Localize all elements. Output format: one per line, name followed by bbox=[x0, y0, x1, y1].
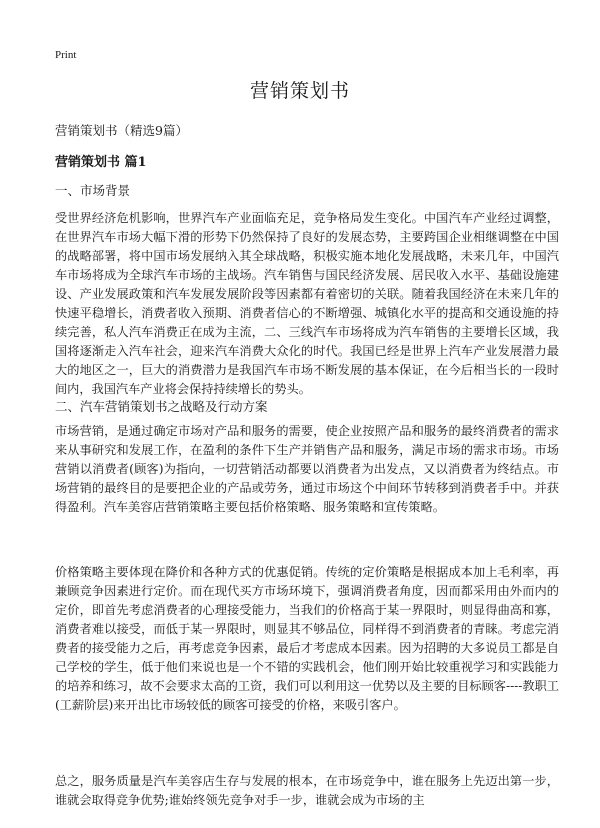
heading-strategy: 二、汽车营销策划书之战略及行动方案 bbox=[55, 399, 268, 414]
heading-market-background: 一、市场背景 bbox=[55, 183, 131, 198]
print-label[interactable]: Print bbox=[55, 49, 77, 61]
document-subtitle: 营销策划书（精选9篇） bbox=[55, 123, 188, 138]
document-title: 营销策划书 bbox=[249, 80, 350, 102]
paragraph-pricing-strategy: 价格策略主要体现在降价和各种方式的优惠促销。传统的定价策略是根据成本加上毛利率，再兼顾竞争因素进行定价。而在现代买方市场环境下，强调消费者角度，因而都采用由外而内的定价，即首先考虑消费者的心理接受能力，当我们的价格高于某一界限时，则显得曲高和寡，消费者难以接受，而低于某一界限时，则显其不够品位，同样得不到消费者的青睐。考虑完消费者的接受能力之后，再考虑竞争因素，最后才考虑成本因素。因为招聘的大多说员工都是自己学校的学生，低于他们来说也是一个不错的实践机会，他们刚开始比较重视学习和实践能力的培养和练习，故不会要求太高的工资，我们可以利用这一优势以及主要的目标顾客----教职工(工薪阶层)来开出比市场较低的顾客可接受的价格，来吸引客户。 bbox=[55, 565, 559, 712]
paragraph-service-quality: 总之，服务质量是汽车美容店生存与发展的根本，在市场竞争中，谁在服务上先迈出第一步，谁就会取得竞争优势;谁始终领先竞争对手一步，谁就会成为市场的主 bbox=[55, 774, 559, 807]
section-title: 营销策划书 篇1 bbox=[55, 155, 147, 170]
paragraph-market-background: 受世界经济危机影响，世界汽车产业面临充足，竞争格局发生变化。中国汽车产业经过调整，在世界汽车市场大幅下滑的形势下仍然保持了良好的发展态势，主要跨国企业相继调整在中国的战略部署，将中国市场发展纳入其全球战略，积极实施本地化发展战略，未来几年，中国汽车市场将成为全球汽车市场的主战场。汽车销售与国民经济发展、居民收入水平、基础设施建设、产业发展政策和汽车发展发展阶段等因素都有着密切的关联。随着我国经济在未来几年的快速平稳增长，消费者收入预期、消费者信心的不断增强、城镇化水平的提高和交通设施的持续完善，私人汽车消费正在成为主流，二、三线汽车市场将成为汽车销售的主要增长区域，我国将逐渐走入汽车社会，迎来汽车消费大众化的时代。我国已经是世界上汽车产业发展潜力最大的地区之一，巨大的消费潜力是我国汽车市场不断发展的基本保证，在今后相当长的一段时间内，我国汽车产业将会保持持续增长的势头。 bbox=[55, 211, 559, 396]
paragraph-marketing-definition: 市场营销，是通过确定市场对产品和服务的需要，使企业按照产品和服务的最终消费者的需求来从事研究和发展工作，在盈利的条件下生产并销售产品和服务，满足市场的需求市场。市场营销以消费者(顾客)为指向，一切营销活动都要以消费者为出发点，又以消费者为终结点。市场营销的最终目的是要把企业的产品或劳务，通过市场这个中间环节转移到消费者手中。并获得盈利。汽车美容店营销策略主要包括价格策略、服务策略和宣传策略。 bbox=[55, 424, 559, 514]
